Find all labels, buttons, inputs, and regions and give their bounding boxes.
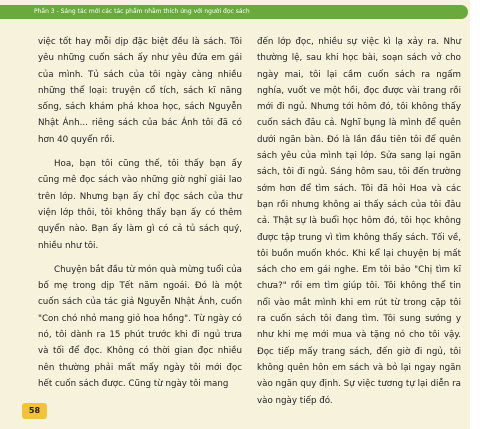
left-column <box>38 34 242 392</box>
running-header: Phần 3 - Sáng tác mới các tác phẩm nhằm thích ứng với người đọc sách <box>34 8 250 15</box>
paragraph: Chuyện bắt đầu từ món quà mừng tuổi của bố mẹ trong dịp Tết năm ngoái. Đó là một cuốn sách của tác giả Nguyễn Nhật Ánh, cuốn "Con chó nhỏ mang giỏ hoa hồng". Từ ngày có nó, tôi dành ra 15 phút trước khi đi ngủ trưa và tối để đọc. Không có thời gian đọc nhiều nên thường phải mất mấy ngày tôi mới đọc hết cuốn sách được. Cũng từ ngày tôi mang <box>38 264 242 389</box>
right-column <box>257 34 461 409</box>
page-edge <box>470 0 480 429</box>
paragraph: Hoa, bạn tôi cũng thế, tôi thấy bạn ấy cũng mê đọc sách vào những giờ nghỉ giải lao trên lớp. Nhưng bạn ấy chỉ đọc sách của thư viện lớp thôi, tôi không thấy bạn ấy có thêm quyển nào. Bạn ấy làm gì có cả tủ sách quý, nhiều như tôi. <box>38 159 242 251</box>
paragraph: việc tốt hay mỗi dịp đặc biệt đều là sách. Tôi yêu những cuốn sách ấy như yêu đứa em gái của mình. Tủ sách của tôi ngày càng nhiều những thể loại: truyện cổ tích, sách kĩ năng sống, sách khám phá khoa học, sách Nguyễn Nhật Ánh... riêng sách của bác Ánh tôi đã có hơn 40 quyển rồi. <box>38 37 242 145</box>
paragraph: đến lớp đọc, nhiều sự việc kì lạ xảy ra. Như thường lệ, sau khi học bài, soạn sách vở cho ngày mai, tôi lại cầm cuốn sách ra ngấm nghía, vuốt ve một hồi, đọc được vài trang rồi mới đi ngủ. Nhưng tới hôm đó, tôi không thấy cuốn sách đâu cả. Nghĩ bụng là mình để quên dưới ngăn bàn. Đó là lần đầu tiên tôi để quên sách yêu của mình tại lớp. Sửa sang lại ngăn sách, tôi đi ngủ. Sáng hôm sau, tôi đến trường sớm hơn để tìm sách. Tôi đã hỏi Hoa và các bạn rồi nhưng không ai thấy sách của tôi đâu cả. Thật sự là buổi học hôm đó, tôi học không được tập trung vì tìm không thấy sách. Tối về, tôi buồn muốn khóc. Khi kể lại chuyện bị mất sách cho em gái nghe. Em tôi bảo "Chị tìm kĩ chưa?" rồi em tìm giúp tôi. Tôi không thể tin nổi vào mắt mình khi em rút từ trong cặp tôi ra cuốn sách tôi đang tìm. Tôi sung sướng y như khi mẹ mới mua và tặng nó cho tôi vậy. Đọc tiếp mấy trang sách, đến giờ đi ngủ, tôi không quên hôn em sách và bỏ lại ngay ngăn vào ngăn quy định. Sự việc tương tự lại diễn ra vào ngày tiếp đó. <box>257 37 461 406</box>
page-number: 58 <box>22 403 47 419</box>
